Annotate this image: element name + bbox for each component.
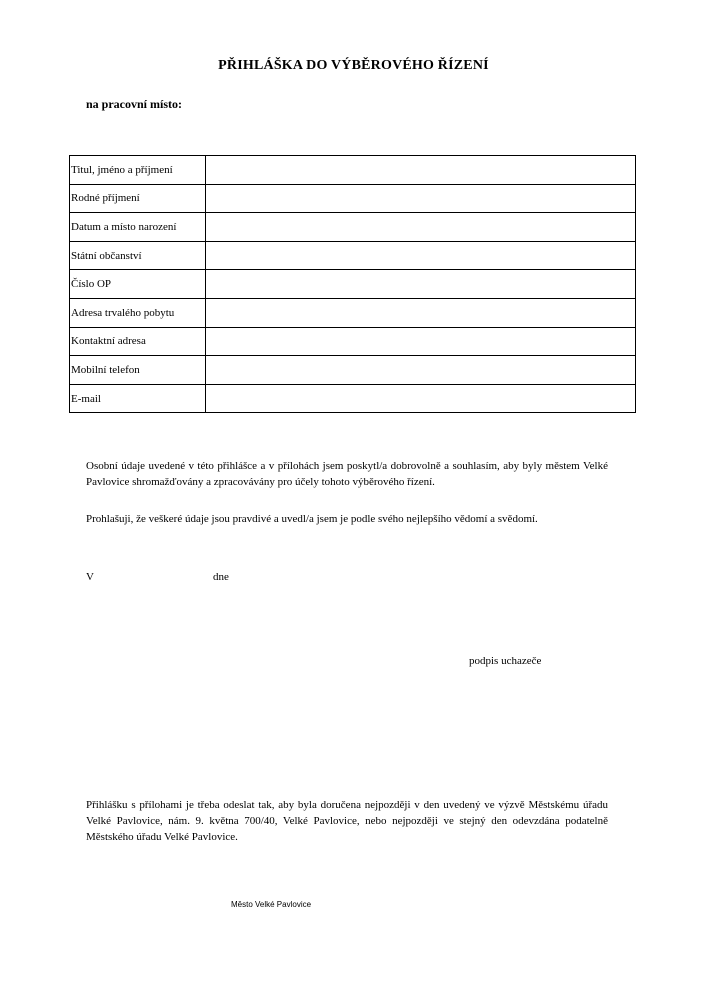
footer-text: Město Velké Pavlovice [231,900,312,909]
field-value-id-number[interactable] [206,270,636,299]
field-label-citizenship: Státní občanství [70,241,206,270]
field-value-permanent-address[interactable] [206,298,636,327]
table-row [70,298,636,327]
field-value-contact-address[interactable] [206,327,636,356]
page-title: PŘIHLÁŠKA DO VÝBĚROVÉHO ŘÍZENÍ [218,58,489,73]
table-row [70,327,636,356]
consent-paragraph: Osobní údaje uvedené v této přihlášce a v přílohách jsem poskytl/a dobrovolně a souhlasím, aby byly městem Velké Pavlovice shromažďovány a zpracovávány pro účely tohoto výběrového řízení. [86,460,608,488]
field-value-citizenship[interactable] [206,241,636,270]
field-label-birth-date-place: Datum a místo narození [70,213,206,242]
field-label-email: E-mail [70,384,206,413]
position-label: na pracovní místo: [86,97,182,111]
table-row [70,384,636,413]
table-row [70,156,636,185]
table-row [70,270,636,299]
table-row [70,241,636,270]
submission-paragraph: Přihlášku s přílohami je třeba odeslat tak, aby byla doručena nejpozději v den uvedený ve výzvě Městskému úřadu Velké Pavlovice, nám. 9. května 700/40, Velké Pavlovice, nebo nejpozději ve stejný den odevzdána podatelně Městského úřadu Velké Pavlovice. [86,799,608,843]
field-value-name[interactable] [206,156,636,185]
field-value-mobile-phone[interactable] [206,356,636,385]
table-row [70,184,636,213]
declaration-paragraph: Prohlašuji, že veškeré údaje jsou pravdivé a uvedl/a jsem je podle svého nejlepšího vědomí a svědomí. [86,513,538,525]
table-row [70,356,636,385]
field-label-name: Titul, jméno a příjmení [70,156,206,185]
field-value-email[interactable] [206,384,636,413]
date-label: dne [213,571,229,583]
field-label-birth-surname: Rodné příjmení [70,184,206,213]
field-label-mobile-phone: Mobilní telefon [70,356,206,385]
table-row [70,213,636,242]
field-value-birth-date-place[interactable] [206,213,636,242]
field-label-contact-address: Kontaktní adresa [70,327,206,356]
applicant-form-table [69,155,636,413]
field-label-id-number: Číslo OP [70,270,206,299]
field-label-permanent-address: Adresa trvalého pobytu [70,298,206,327]
place-label: V [86,571,94,583]
signature-label: podpis uchazeče [469,655,542,667]
field-value-birth-surname[interactable] [206,184,636,213]
